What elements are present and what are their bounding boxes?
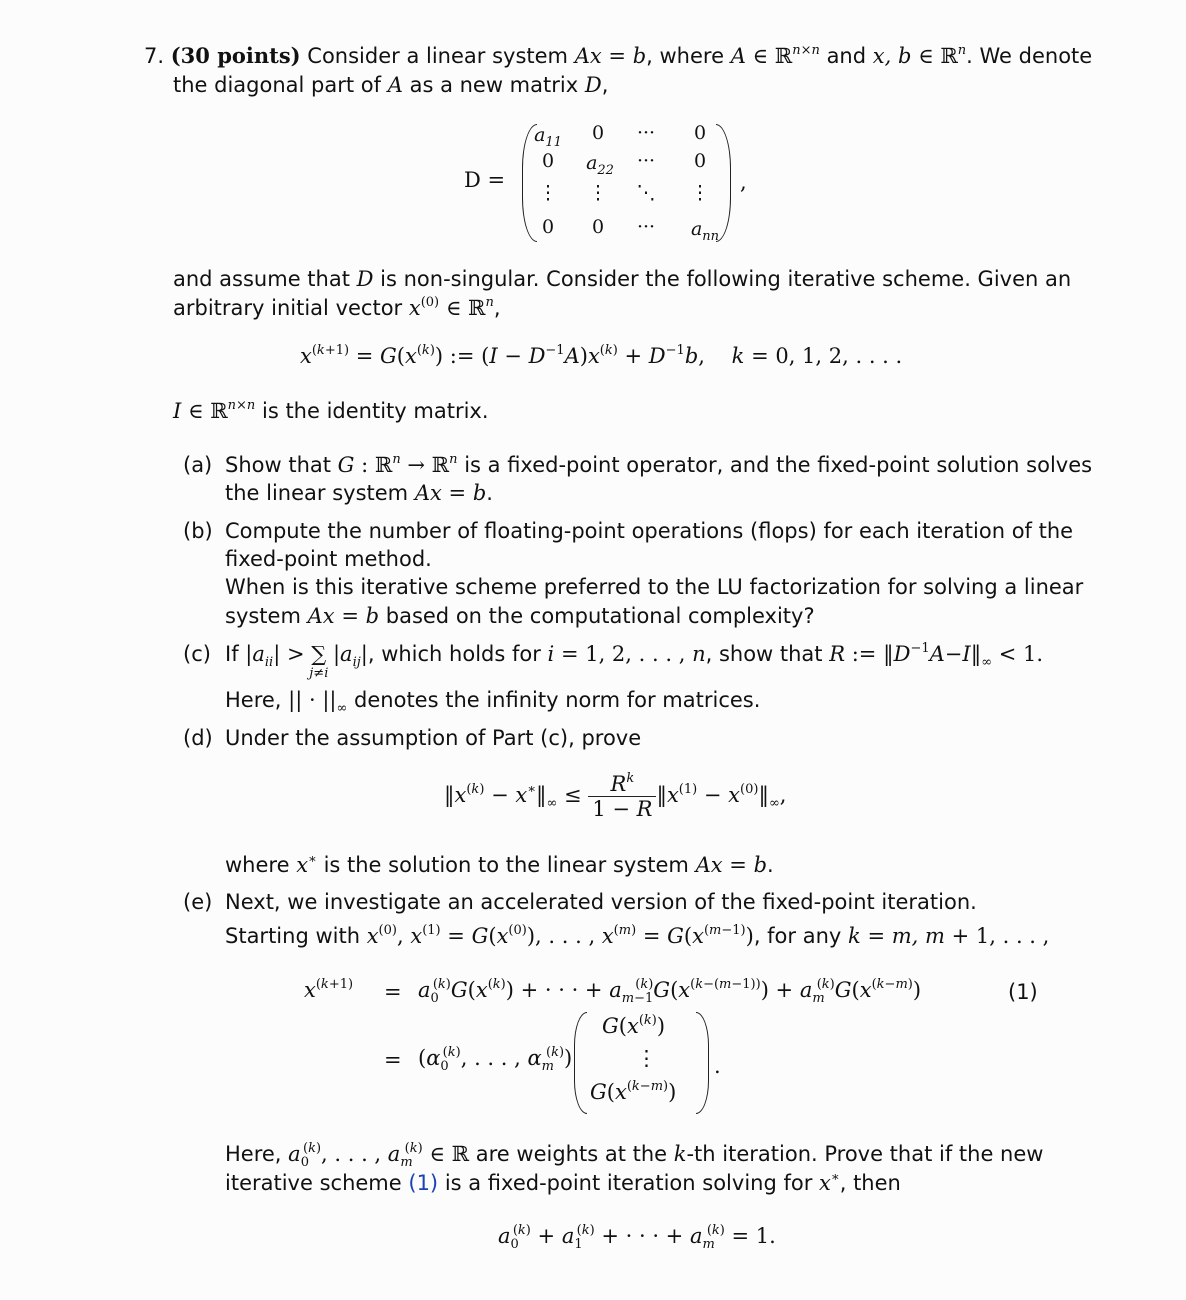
matrix-cell: ··· (636, 122, 656, 144)
matrix-cell: ⋮ (538, 182, 558, 204)
accel-eq-2: = (384, 1048, 402, 1072)
weight-row-vector: ($\alpha_0^{(k)}$, . . . , $\alpha_m^{(k)}$) (418, 1045, 573, 1074)
column-bottom: $G(x^{(k-m)})$ (590, 1079, 677, 1104)
part-e-iterative-line: iterative scheme (1) is a fixed-point iteration solving for x∗, then (225, 1170, 901, 1195)
matrix-cell: $a_{nn}$ (690, 218, 720, 244)
column-top: $G(x^{(k)})$ (602, 1013, 666, 1038)
part-e-label: (e) (183, 890, 213, 914)
part-d-label: (d) (183, 726, 213, 750)
part-b-label: (b) (183, 519, 213, 543)
problem-line-2: the diagonal part of A as a new matrix D, (173, 73, 609, 97)
initial-vector-line: arbitrary initial vector $x^{(0)}$ ∈ ℝ$^n$, (173, 295, 501, 320)
part-b-line-3: When is this iterative scheme preferred to the LU factorization for solving a linear (225, 575, 1084, 599)
matrix-cell: ⋱ (636, 182, 656, 204)
equation-number: (1) (1008, 980, 1038, 1004)
iteration-equation: $x^{(k+1)} = G(x^{(k)})$ := $(I - D^{-1}A)x^{(k)} + D^{-1}b$, k = 0, 1, 2, . . . . (300, 343, 903, 368)
part-a-label: (a) (183, 453, 213, 477)
matrix-cell: $a_{11}$ (534, 124, 562, 150)
part-c-line-2: Here, || · $||_\infty$ denotes the infinity norm for matrices. (225, 688, 761, 716)
assume-line: and assume that D is non-singular. Consider the following iterative scheme. Given an (173, 267, 1072, 291)
column-vdots: ⋮ (636, 1046, 657, 1070)
part-b-line-1: Compute the number of floating-point operations (flops) for each iteration of the (225, 519, 1074, 543)
points-label: (30 points) (170, 43, 301, 68)
accel-rhs-1: $a_0^{(k)}G(x^{(k)})$ + · · · + $a_{m-1}^{(k)}G(x^{(k-(m-1))}) + a_m^{(k)}G(x^{(k-m)})$ (418, 977, 922, 1006)
equation-reference-link[interactable]: (1) (408, 1171, 439, 1195)
column-period: . (714, 1054, 721, 1078)
part-e-here-line: Here, $a_0^{(k)}$, . . . , $a_m^{(k)}$ ∈ ℝ are weights at the k-th iteration. Prove that if the new (225, 1141, 1044, 1170)
matrix-cell: 0 (693, 150, 707, 172)
matrix-cell: ··· (636, 150, 656, 172)
part-b-line-2: fixed-point method. (225, 547, 432, 571)
matrix-cell: ··· (636, 216, 656, 238)
weights-sum-equation: $a_0^{(k)} + a_1^{(k)}$ + · · · + $a_m^{(k)} = 1$. (498, 1223, 776, 1252)
part-d-line-2: where x∗ is the solution to the linear system Ax = b. (225, 852, 774, 877)
matrix-cell: $a_{22}$ (586, 152, 614, 178)
part-d-line-1: Under the assumption of Part (c), prove (225, 726, 642, 750)
part-c-line-1: If $|a_{ii}|$ > ∑ j≠i $|a_{ij}|$, which holds for i = 1, 2, . . . , n, show that R := $‖D^{-1}A-I‖_\infty < 1$. (225, 641, 1044, 681)
column-right-paren (696, 1012, 709, 1114)
part-a-line-2: the linear system Ax = b. (225, 481, 493, 505)
matrix-cell: 0 (693, 122, 707, 144)
matrix-comma: , (740, 170, 747, 194)
bound-inequality: $‖x^{(k)}$ − $x^∗‖_\infty$ ≤ $\frac{R^k}{1 - R}$ $‖x^{(1)}$ − $x^{(0)}‖_\infty$, (444, 771, 787, 821)
part-a-line-1: Show that G : ℝ$^n$ → ℝ$^n$ is a fixed-point operator, and the fixed-point solution solves (225, 452, 1093, 477)
matrix-cell: 0 (541, 150, 555, 172)
matrix-cell: 0 (591, 122, 605, 144)
part-b-line-4: system Ax = b based on the computational complexity? (225, 604, 815, 628)
matrix-cell: 0 (591, 216, 605, 238)
problem-number: 7. (144, 44, 165, 68)
matrix-label: D = (464, 168, 506, 192)
accel-lhs: $x^{(k+1)}$ (304, 977, 354, 1002)
matrix-cell: ⋮ (690, 182, 710, 204)
accel-eq-1: = (384, 980, 402, 1004)
problem-header: 7. (30 points) Consider a linear system Ax = b, where A ∈ ℝ$^{n\times n}$ and x, b ∈ ℝ$^n$. We denote (144, 43, 1093, 68)
part-e-line-1: Next, we investigate an accelerated version of the fixed-point iteration. (225, 890, 977, 914)
part-c-label: (c) (183, 642, 211, 666)
identity-line: I ∈ ℝ$^{n\times n}$ is the identity matrix. (173, 398, 489, 423)
column-left-paren (574, 1012, 587, 1114)
part-e-line-2: Starting with $x^{(0)}$, $x^{(1)} = G(x^{(0)})$, . . . , $x^{(m)} = G(x^{(m-1)})$, for any k = m, m + 1, . . . , (225, 923, 1050, 948)
matrix-cell: ⋮ (588, 182, 608, 204)
matrix-cell: 0 (541, 216, 555, 238)
